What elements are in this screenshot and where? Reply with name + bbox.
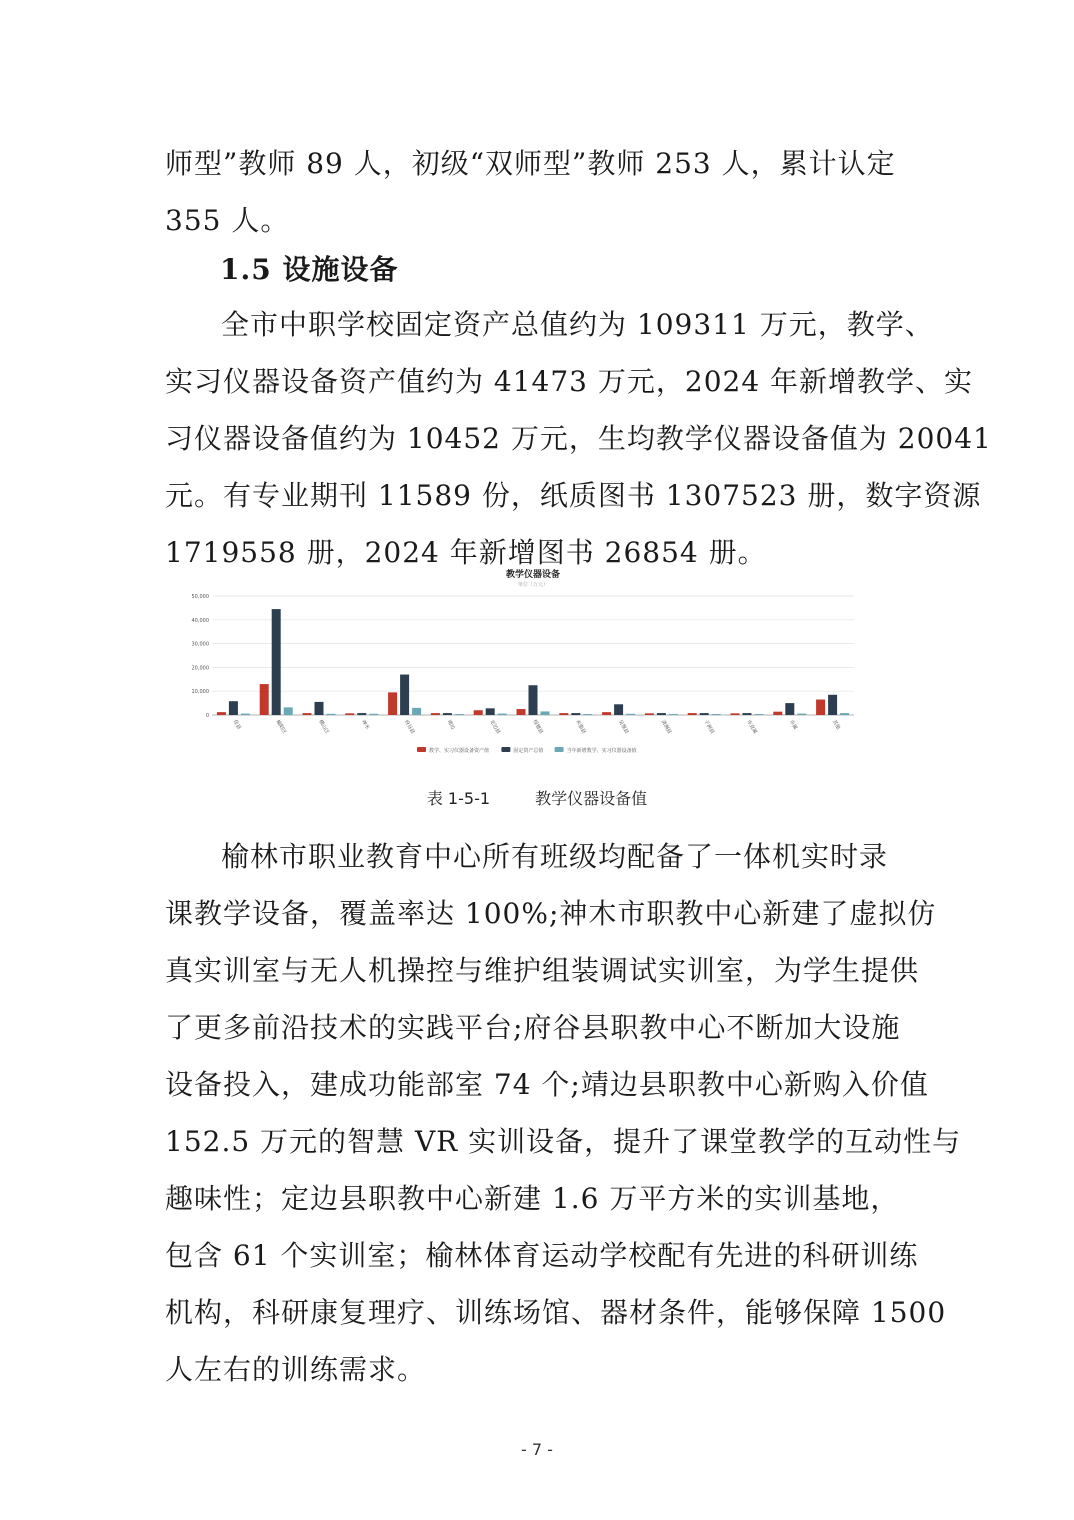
chart-title: 教学仪器设备: [505, 570, 561, 580]
text-line: 包含 61 个实训室；榆林体育运动学校配有先进的科研训练: [165, 1239, 919, 1272]
x-tick-label: 米脂县: [574, 719, 587, 736]
bar: [731, 713, 740, 715]
figure-caption: [0, 786, 1074, 809]
caption-number: 表 1-5-1: [426, 789, 491, 808]
y-tick-label: 30,000: [191, 641, 209, 648]
text-line: 152.5 万元的智慧 VR 实训设备，提升了课堂教学的互动性与: [165, 1125, 962, 1158]
facilities-paragraph: [165, 296, 992, 581]
bar: [645, 713, 654, 715]
x-tick-label: 子洲县: [702, 719, 716, 736]
bar: [816, 700, 825, 715]
x-tick-label: 市属: [788, 719, 799, 731]
y-tick-label: 40,000: [191, 617, 209, 624]
x-tick-label: 佳县: [231, 719, 242, 731]
intro-paragraph: [165, 135, 915, 249]
caption-text: 教学仪器设备值: [535, 789, 648, 808]
legend-label: 当年新增教学、实习仪器设备值: [566, 748, 637, 754]
bar: [688, 713, 697, 715]
text-line: 机构，科研康复理疗、训练场馆、器材条件，能够保障 1500: [165, 1296, 947, 1329]
bar: [529, 685, 538, 715]
bar: [559, 713, 568, 715]
text-line: 真实训室与无人机操控与维护组装调试实训室，为学生提供: [165, 954, 920, 987]
bar: [657, 713, 666, 715]
x-tick-label: 神木: [360, 719, 371, 731]
bar: [498, 714, 507, 715]
x-tick-label: 靖边: [445, 719, 456, 731]
y-tick-label: 50,000: [191, 594, 209, 600]
bar: [755, 714, 764, 715]
x-tick-label: 吴堡县: [616, 719, 630, 736]
y-tick-label: 0: [205, 713, 209, 719]
bar: [388, 692, 397, 715]
bar: [284, 707, 293, 715]
bar: [541, 711, 550, 715]
text-line: 师型”教师 89 人，初级“双师型”教师 253 人，累计认定: [165, 147, 896, 180]
text-line: 设备投入，建成功能部室 74 个;靖边县职教中心新购入价值: [165, 1068, 929, 1101]
x-tick-label: 榆阳区: [274, 719, 288, 736]
x-tick-label: 市直属: [745, 719, 758, 736]
text-line: 实习仪器设备资产值约为 41473 万元，2024 年新增教学、实: [165, 365, 974, 398]
bar: [345, 713, 354, 715]
bar: [602, 712, 611, 715]
x-tick-label: 清涧县: [659, 719, 673, 736]
legend-label: 教学、实习仪器设备资产值: [429, 748, 490, 754]
bar: [443, 713, 452, 715]
bar: [400, 675, 409, 715]
bar: [785, 703, 794, 715]
bar: [327, 714, 336, 715]
bar: [700, 713, 709, 715]
chart-subtitle: 单位（万元）: [517, 582, 549, 588]
text-line: 了更多前沿技术的实践平台;府谷县职教中心不断加大设施: [165, 1011, 901, 1044]
text-line: 榆林市职业教育中心所有班级均配备了一体机实时录: [221, 840, 889, 873]
bar: [357, 713, 366, 715]
text-line: 元。有专业期刊 11589 份，纸质图书 1307523 册，数字资源: [165, 479, 982, 512]
text-line: 趣味性；定边县职教中心新建 1.6 万平方米的实训基地，: [165, 1182, 900, 1215]
x-tick-label: 横山区: [317, 719, 330, 736]
x-tick-label: 定边县: [488, 719, 502, 736]
page-number: - 7 -: [521, 1440, 553, 1459]
bar: [571, 713, 580, 715]
text-line: 全市中职学校固定资产总值约为 109311 万元，教学、: [221, 308, 934, 341]
legend-swatch: [417, 747, 426, 752]
bar: [614, 704, 623, 715]
details-paragraph: [165, 828, 962, 1398]
text-line: 课教学设备，覆盖率达 100%;神木市职教中心新建了虚拟仿: [165, 897, 937, 930]
bar: [229, 701, 238, 715]
bar: [583, 714, 592, 715]
legend-swatch: [555, 747, 564, 752]
x-tick-label: 绥德县: [531, 719, 544, 736]
bar: [315, 702, 324, 715]
bar: [773, 712, 782, 715]
bar: [797, 714, 806, 715]
bar: [431, 713, 440, 715]
text-line: 1719558 册，2024 年新增图书 26854 册。: [165, 536, 767, 569]
y-tick-label: 20,000: [191, 665, 209, 672]
bar: [217, 712, 226, 715]
bar: [712, 714, 721, 715]
equipment-chart: [182, 563, 862, 773]
bar: [743, 713, 752, 715]
bar: [272, 609, 281, 715]
bar: [455, 714, 464, 715]
bar: [486, 708, 495, 715]
bar: [412, 708, 421, 715]
text-line: 习仪器设备值约为 10452 万元，生均教学仪器设备值为 20041: [165, 422, 992, 455]
bar: [241, 714, 250, 715]
bar: [260, 684, 269, 715]
bar: [303, 713, 312, 715]
bar: [840, 713, 849, 715]
text-line: 355 人。: [165, 204, 290, 237]
legend-swatch: [501, 747, 510, 752]
section-heading: 1.5 设施设备: [220, 253, 399, 286]
bar: [369, 714, 378, 715]
text-line: 人左右的训练需求。: [165, 1353, 427, 1386]
bar: [474, 710, 483, 715]
x-tick-label: 府谷县: [402, 719, 416, 736]
bar: [669, 714, 678, 715]
legend-label: 固定资产总值: [513, 748, 544, 754]
bar: [517, 709, 526, 715]
chart-canvas: [182, 563, 862, 773]
bar: [828, 695, 837, 715]
bar: [626, 714, 635, 715]
x-tick-label: 其他: [830, 719, 842, 731]
y-tick-label: 10,000: [191, 689, 209, 696]
